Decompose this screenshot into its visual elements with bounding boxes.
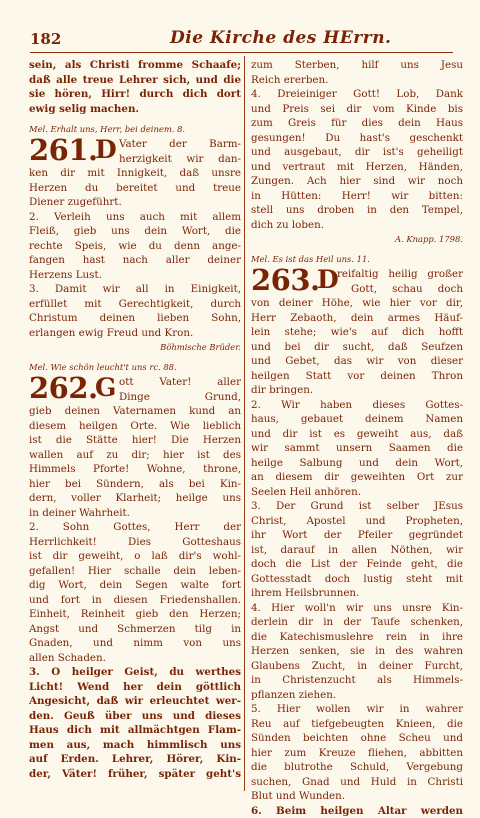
text-line: gieb deinen Vaternamen kund an (29, 404, 241, 419)
hymn-head (29, 137, 241, 166)
text-line: Licht! Wend her dein göttlich (29, 680, 241, 695)
text-line: und dir ist es geweiht aus, daß (251, 427, 463, 442)
hymn-number: 261. (29, 136, 98, 165)
text-line: Himmels Pforte! Wohne, throne, (29, 462, 241, 477)
text-line: Herrlichkeit! Dies Gotteshaus (29, 535, 241, 550)
text-line: 3. O heilger Geist, du werthes (29, 665, 241, 680)
text-line: Gnaden, und nimm von uns (29, 636, 241, 651)
text-line: hier zum Kreuze fliehen, abbitten (251, 746, 463, 761)
text-line: allen Schaden. (29, 651, 241, 666)
hymn-body (251, 296, 463, 818)
text-line: den. Geuß über uns und dieses (29, 709, 241, 724)
text-line: die blutrothe Schuld, Vergebung (251, 760, 463, 775)
text-line: Herzen du bereitet und treue (29, 181, 241, 196)
drop-cap: G (95, 374, 116, 401)
hymn-number: 263. (251, 266, 320, 295)
author-credit: A. Knapp. 1798. (251, 232, 463, 248)
text-line: Christ, Apostel und Propheten, (251, 514, 463, 529)
melody-line: Mel. Es ist das Heil uns. 11. (251, 252, 463, 267)
drop-cap: D (95, 136, 117, 163)
text-line: dern, voller Klarheit; heilge uns (29, 491, 241, 506)
running-title: Die Kirche des HErrn. (170, 28, 391, 48)
text-line: heilge Salbung und dein Wort, (251, 456, 463, 471)
text-line: ihrem Heilsbrunnen. (251, 586, 463, 601)
text-line: und Gebet, das wir von dieser (251, 354, 463, 369)
text-line: in Hütten: Herr! wir bitten: (251, 189, 463, 204)
text-line: und bei dir sucht, daß Seufzen (251, 340, 463, 355)
text-line: ist, darauf in allen Nöthen, wir (251, 543, 463, 558)
text-line: an diesem dir geweihten Ort zur (251, 470, 463, 485)
text-line: 6. Beim heilgen Altar werden (251, 804, 463, 818)
text-line: derlein dir in der Taufe schenken, (251, 615, 463, 630)
text-line: ihr Wort der Pfeiler gegründet (251, 528, 463, 543)
text-line: Sünden beichten ohne Scheu und (251, 731, 463, 746)
text-line: wir sammt unsern Saamen die (251, 441, 463, 456)
head-line: herzigkeit wir dan- (119, 152, 241, 167)
text-line: zum Sterben, hilf uns Jesu (251, 58, 463, 73)
hymn-263 (251, 252, 463, 818)
author-credit: Böhmische Brüder. (29, 340, 241, 356)
melody-line: Mel. Wie schön leucht't uns rc. 88. (29, 360, 241, 375)
drop-cap: D (317, 266, 339, 293)
text-line: Herzens Lust. (29, 268, 241, 283)
text-line: in deiner Wahrheit. (29, 506, 241, 521)
left-column (29, 58, 241, 781)
text-line: Gottesstadt doch lustig steht mit (251, 572, 463, 587)
text-line: Glaubens Zucht, in deiner Furcht, (251, 659, 463, 674)
text-line: und fort in diesen Friedenshallen. (29, 593, 241, 608)
text-line: Fleiß, gieb uns dein Wort, die (29, 224, 241, 239)
text-line: pflanzen ziehen. (251, 688, 463, 703)
text-line: Zungen. Ach hier sind wir noch (251, 174, 463, 189)
text-line: sein, als Christi fromme Schaafe; (29, 58, 241, 73)
text-line: rechte Speis, wie du denn ange- (29, 239, 241, 254)
text-line: von deiner Höhe, wie hier vor dir, (251, 296, 463, 311)
text-line: 2. Sohn Gottes, Herr der (29, 520, 241, 535)
text-line: 3. Der Grund ist selber JEsus (251, 499, 463, 514)
text-line: sie hören, Hirr! durch dich dort (29, 87, 241, 102)
text-line: Reu auf tiefgebeugten Knieen, die (251, 717, 463, 732)
text-line: daß alle treue Lehrer sich, und die (29, 73, 241, 88)
text-line: doch die List der Feinde geht, die (251, 557, 463, 572)
text-line: in Christenzucht als Himmels- (251, 673, 463, 688)
text-line: 2. Verleih uns auch mit allem (29, 210, 241, 225)
text-line: Diener zugeführt. (29, 195, 241, 210)
text-line: dich zu loben. (251, 218, 463, 233)
text-line: hier bei Sündern, als bei Kin- (29, 477, 241, 492)
hymn-body (29, 166, 241, 340)
text-line: 2. Wir haben dieses Gottes- (251, 398, 463, 413)
text-line: Angesicht, daß wir erleuchtet wer- (29, 694, 241, 709)
hymn-number: 262. (29, 374, 98, 403)
continued-verse (29, 58, 241, 116)
text-line: wallen auf zu dir; hier ist des (29, 448, 241, 463)
text-line: fangen hast nach aller deiner (29, 253, 241, 268)
text-line: auf Erden. Lehrer, Hörer, Kin- (29, 752, 241, 767)
text-line: 4. Hier woll'n wir uns unsre Kin- (251, 601, 463, 616)
hymn-261 (29, 122, 241, 356)
text-line: gefallen! Hier schalle dein leben- (29, 564, 241, 579)
text-line: haus, gebauet deinem Namen (251, 412, 463, 427)
text-line: Christum deinen lieben Sohn, (29, 311, 241, 326)
right-column (251, 58, 463, 818)
hymn-head (251, 267, 463, 296)
text-line: Haus dich mit allmächtgen Flam- (29, 723, 241, 738)
text-line: und Preis sei dir vom Kinde bis (251, 102, 463, 117)
text-line: diesem heilgen Orte. Wie lieblich (29, 419, 241, 434)
text-line: ist dir geweiht, o laß dir's wohl- (29, 549, 241, 564)
text-line: zum Greis für dies dein Haus (251, 116, 463, 131)
text-line: erfüllet mit Gerechtigkeit, durch (29, 297, 241, 312)
text-line: 4. Dreieiniger Gott! Lob, Dank (251, 87, 463, 102)
text-line: Seelen Heil anhören. (251, 485, 463, 500)
text-line: die Katechismuslehre rein in ihre (251, 630, 463, 645)
text-line: gesungen! Du hast's geschenkt (251, 131, 463, 146)
text-line: dig Wort, dein Segen walte fort (29, 578, 241, 593)
text-line: Herr Zebaoth, dein armes Häuf- (251, 311, 463, 326)
text-line: der, Väter! früher, später geht's (29, 767, 241, 782)
text-line: Reich ererben. (251, 73, 463, 88)
column-divider (244, 56, 245, 791)
hymn-262 (29, 360, 241, 781)
hymn-head (29, 375, 241, 404)
text-line: Angst und Schmerzen tilg in (29, 622, 241, 637)
hymn-body (29, 404, 241, 781)
melody-line: Mel. Erhalt uns, Herr, bei deinem. 8. (29, 122, 241, 137)
text-line: Einheit, Reinheit gieb den Herzen; (29, 607, 241, 622)
continued-verse (251, 58, 463, 232)
page-number: 182 (30, 30, 61, 48)
text-line: ewig selig machen. (29, 102, 241, 117)
head-line: Gott, schau doch (351, 282, 463, 297)
text-line: ist die Stätte hier! Die Herzen (29, 433, 241, 448)
head-line: reifaltig heilig großer (337, 267, 463, 282)
text-line: stell uns droben in den Tempel, (251, 203, 463, 218)
text-line: Blut und Wunden. (251, 789, 463, 804)
text-line: heilgen Statt vor deinen Thron (251, 369, 463, 384)
text-line: suchen, Gnad und Huld in Christi (251, 775, 463, 790)
text-line: und vertraut mit Herzen, Händen, (251, 160, 463, 175)
head-line: Dinge Grund, (119, 390, 241, 405)
page-header (30, 30, 450, 50)
text-line: 5. Hier wollen wir in wahrer (251, 702, 463, 717)
text-line: ken dir mit Innigkeit, daß unsre (29, 166, 241, 181)
text-line: lein stehe; wie's auf dich hofft (251, 325, 463, 340)
text-line: und ausgebaut, dir ist's geheiligt (251, 145, 463, 160)
head-line: Vater der Barm- (119, 137, 241, 152)
header-rule (30, 52, 453, 53)
text-line: Herzen senken, sie in des wahren (251, 644, 463, 659)
text-line: dir bringen. (251, 383, 463, 398)
text-line: erlangen ewig Freud und Kron. (29, 326, 241, 341)
head-line: ott Vater! aller (119, 375, 241, 390)
text-line: men aus, mach himmlisch uns (29, 738, 241, 753)
text-line: 3. Damit wir all in Einigkeit, (29, 282, 241, 297)
